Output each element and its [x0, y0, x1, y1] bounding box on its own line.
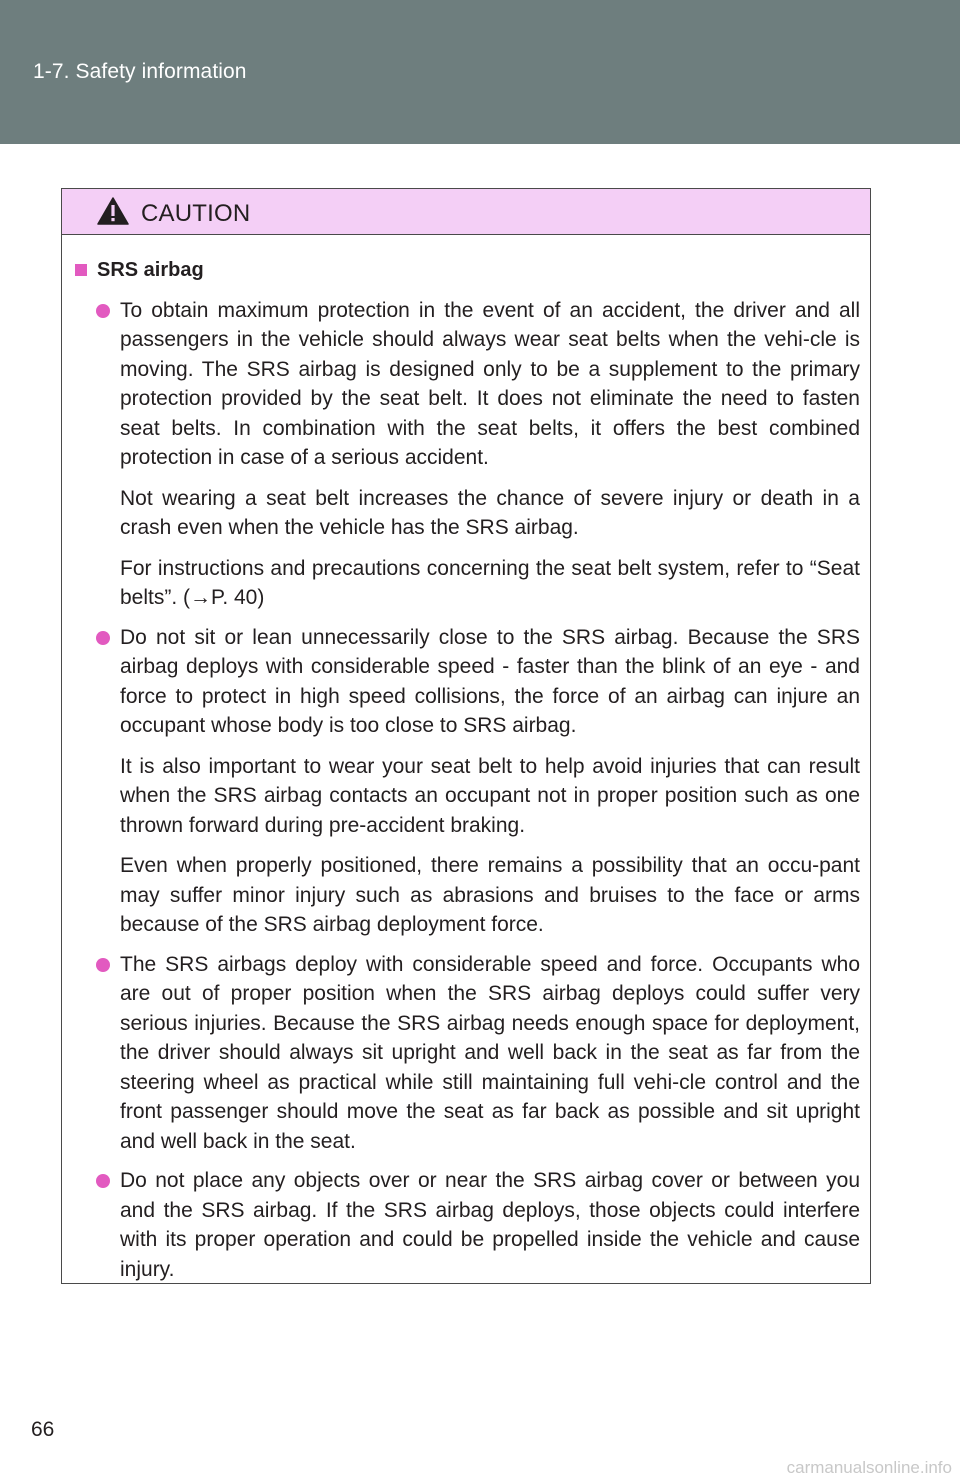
paragraph — [74, 851, 860, 940]
bullet-text: Do not sit or lean unnecessarily close to the SRS airbag. Because the SRS airbag deploys with considerable speed - faster than the blink of an eye - and force to protect in high speed collisions, the force of an airbag can injure an occupant whose body is too close to SRS airbag. — [120, 625, 860, 737]
bullet-item — [74, 623, 860, 741]
section-title: 1-7. Safety information — [33, 60, 247, 83]
sub-heading-text: SRS airbag — [97, 259, 204, 281]
square-bullet-icon — [75, 264, 87, 276]
caution-body — [62, 256, 870, 1284]
bullet-text: Do not place any objects over or near the SRS airbag cover or between you and the SRS airbag. If the SRS airbag deploys, those objects could interfere with its proper operation and could be propelled inside the vehicle and cause injury. — [120, 1169, 860, 1281]
sub-heading — [74, 256, 860, 286]
paragraph — [74, 752, 860, 841]
paragraph — [74, 484, 860, 543]
paragraph-text: It is also important to wear your seat belt to help avoid injuries that can result when the SRS airbag contacts an occupant not in proper position such as one thrown forward during pre-accident braking. — [120, 754, 860, 837]
paragraph-text: For instructions and precautions concerning the seat belt system, refer to “Seat belts”. (→P. 40) — [120, 556, 860, 609]
bullet-item — [74, 950, 860, 1157]
paragraph-text: Even when properly positioned, there remains a possibility that an occu-pant may suffer minor injury such as abrasions and bruises to the face or arms because of the SRS airbag deployment force. — [120, 854, 860, 936]
bullet-item — [74, 296, 860, 473]
watermark: carmanualsonline.info — [786, 1458, 952, 1477]
bullet-text: The SRS airbags deploy with considerable speed and force. Occupants who are out of proper position when the SRS airbag deploys could suffer very serious injuries. Because the SRS airbag needs enough space for deployment, the driver should always sit upright and well back in the seat as far from the steering wheel as practical while still maintaining full vehi-cle control and the front passenger should move the seat as far back as possible and sit upright and well back in the seat. — [120, 952, 860, 1153]
paragraph — [74, 554, 860, 613]
caution-header — [62, 189, 870, 235]
bullet-item — [74, 1166, 860, 1284]
paragraph-text: Not wearing a seat belt increases the chance of severe injury or death in a crash even when the vehicle has the SRS airbag. — [120, 486, 860, 539]
warning-triangle-icon — [97, 197, 129, 225]
bullet-dot-icon — [96, 1174, 110, 1188]
bullet-dot-icon — [96, 304, 110, 318]
page-number: 66 — [31, 1418, 55, 1441]
bullet-dot-icon — [96, 958, 110, 972]
caution-box — [61, 188, 871, 1284]
bullet-dot-icon — [96, 631, 110, 645]
bullet-text: To obtain maximum protection in the event of an accident, the driver and all passengers in the vehicle should always wear seat belts when the vehi-cle is moving. The SRS airbag is designed only to be a supplement to the primary protection provided by the seat belt. It does not eliminate the need to fasten seat belts. In combination with the seat belts, it offers the best combined protection in case of a serious accident. — [120, 298, 860, 469]
caution-label: CAUTION — [141, 200, 251, 227]
header-band — [0, 0, 960, 144]
